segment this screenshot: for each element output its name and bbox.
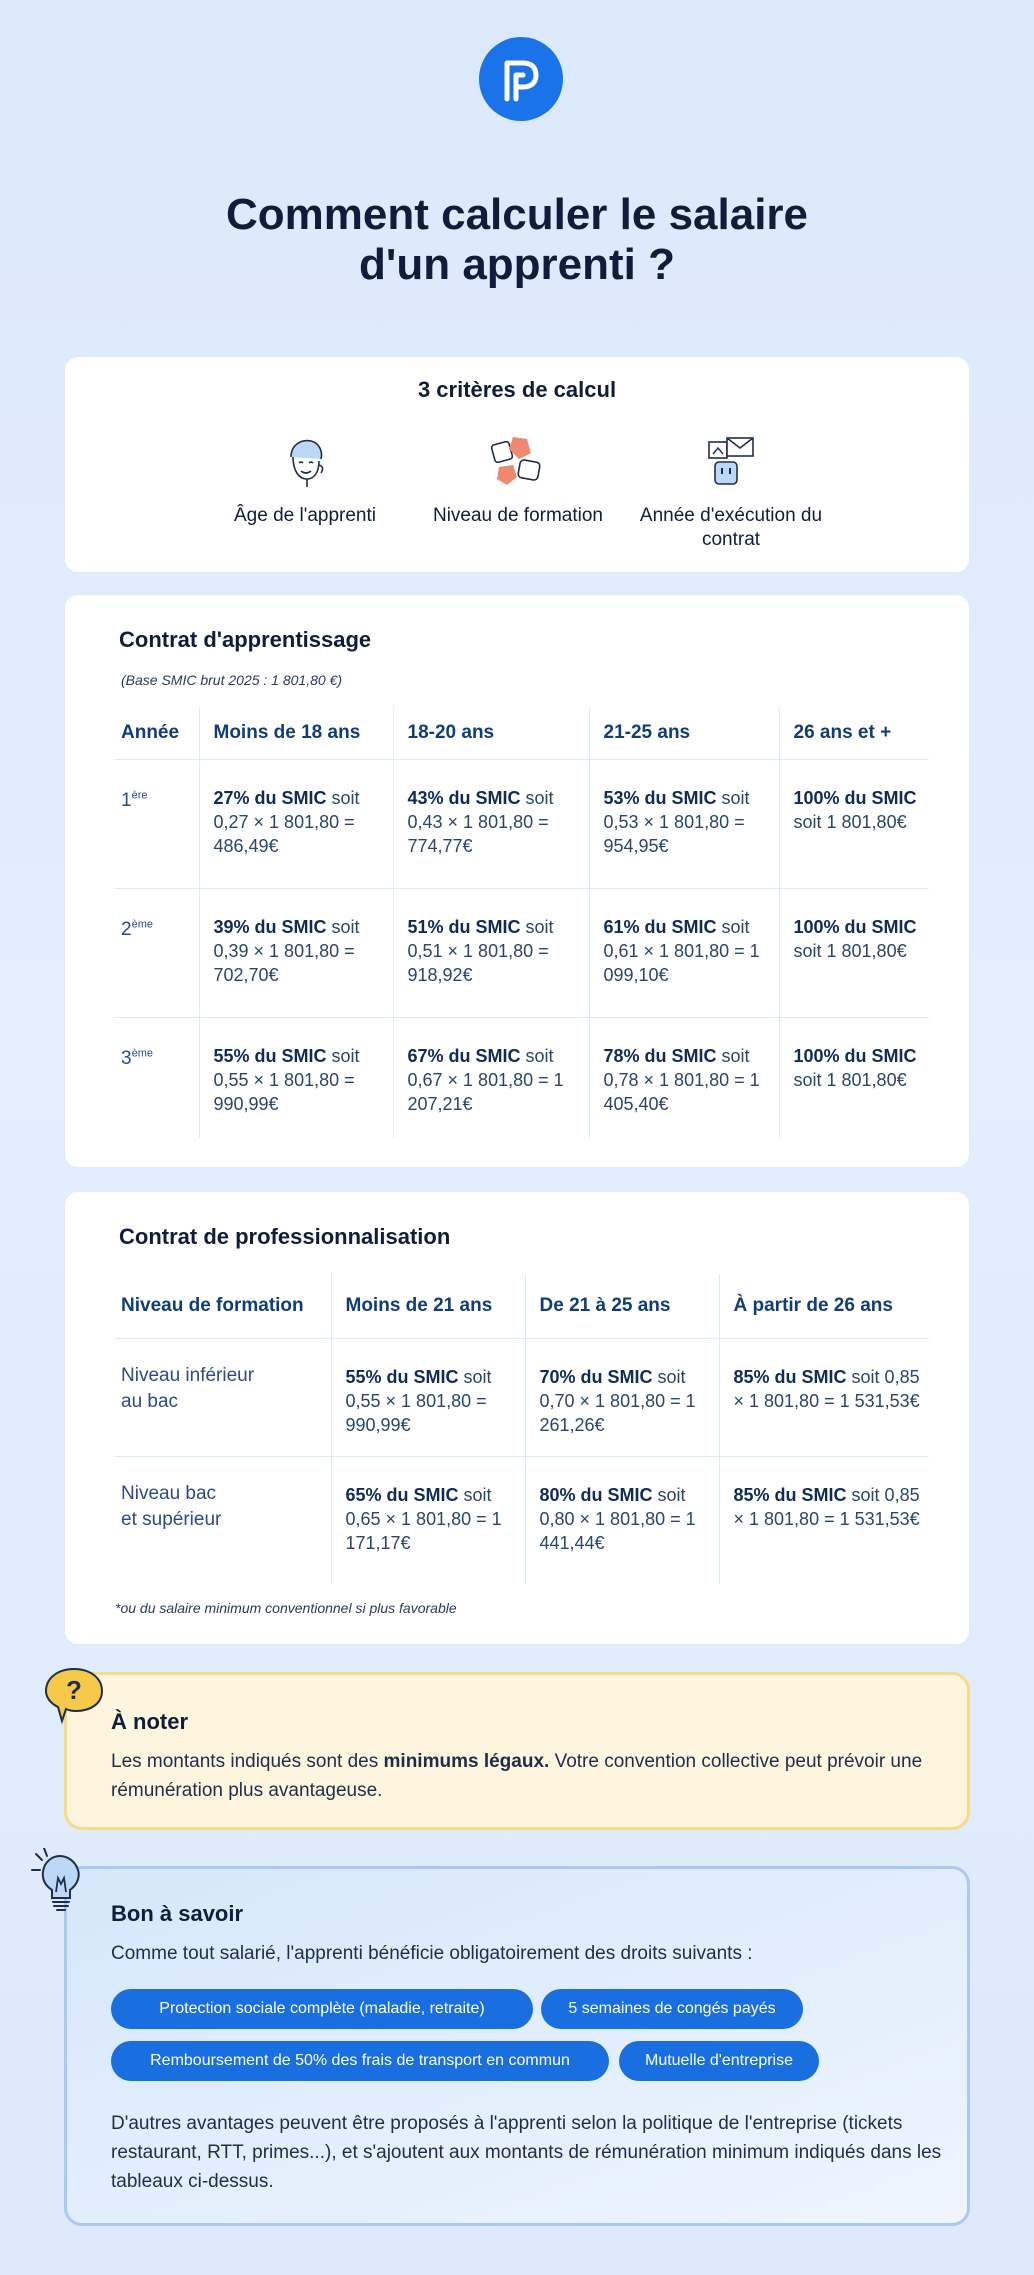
column-header: 26 ans et +: [779, 707, 929, 759]
table-cell: 39% du SMIC soit 0,39 × 1 801,80 = 702,70€: [199, 888, 393, 1017]
table-row: [115, 1017, 929, 1138]
column-header: À partir de 26 ans: [719, 1274, 929, 1338]
lightbulb-icon: [30, 1848, 80, 1923]
logo: [479, 37, 563, 121]
table-cell: 55% du SMIC soit 0,55 × 1 801,80 = 990,99€: [199, 1017, 393, 1138]
table-cell: 65% du SMIC soit 0,65 × 1 801,80 = 1 171,17€: [331, 1456, 525, 1584]
table-cell: 78% du SMIC soit 0,78 × 1 801,80 = 1 405,40€: [589, 1017, 779, 1138]
right-pill: Mutuelle d'entreprise: [619, 2041, 819, 2081]
know-title: Bon à savoir: [111, 1901, 244, 1926]
column-header: Moins de 21 ans: [331, 1274, 525, 1338]
column-header: De 21 à 25 ans: [525, 1274, 719, 1338]
table-cell: 85% du SMIC soit 0,85 × 1 801,80 = 1 531,53€: [719, 1338, 929, 1456]
table-cell: 100% du SMIC soit 1 801,80€: [779, 1017, 929, 1138]
criteria-label: Âge de l'apprenti: [233, 505, 376, 526]
puzzle-icon: [489, 433, 547, 491]
table-cell: 43% du SMIC soit 0,43 × 1 801,80 = 774,77€: [393, 759, 589, 888]
column-header: Moins de 18 ans: [199, 707, 393, 759]
table-row: [115, 1456, 929, 1584]
year-cell: 3ème: [121, 1047, 153, 1069]
criteria-age: [185, 432, 425, 528]
column-header: 18-20 ans: [393, 707, 589, 759]
table-row: [115, 888, 929, 1017]
column-header: Année: [115, 707, 199, 759]
table-row: [115, 759, 929, 888]
table-row: [115, 1338, 929, 1456]
table-cell: 100% du SMIC soit 1 801,80€: [779, 888, 929, 1017]
table-cell: 61% du SMIC soit 0,61 × 1 801,80 = 1 099,10€: [589, 888, 779, 1017]
column-header: 21-25 ans: [589, 707, 779, 759]
note-text: Les montants indiqués sont des minimums légaux. Votre convention collective peut prévoir une rémunération plus avantageuse.: [111, 1751, 923, 1801]
column-header: Niveau de formation: [115, 1274, 331, 1338]
title-line-1: Comment calculer le salaire: [225, 190, 809, 239]
criteria-label: Niveau de formation: [432, 505, 604, 526]
apprentissage-table: [115, 707, 929, 1138]
footnote: *ou du salaire minimum conventionnel si plus favorable: [115, 1600, 457, 1616]
table-cell: 70% du SMIC soit 0,70 × 1 801,80 = 1 261,26€: [525, 1338, 719, 1456]
criteria-card: [64, 356, 970, 573]
page-title: [0, 190, 1034, 290]
criteria-title: 3 critères de calcul: [417, 377, 617, 402]
year-cell: 1ère: [115, 759, 199, 888]
base-note: (Base SMIC brut 2025 : 1 801,80 €): [121, 672, 343, 688]
right-pill: 5 semaines de congés payés: [541, 1989, 803, 2029]
table-cell: 85% du SMIC soit 0,85 × 1 801,80 = 1 531,53€: [719, 1456, 929, 1584]
year-cell: 2ème: [115, 888, 199, 1017]
title-line-2: d'un apprenti ?: [359, 240, 675, 289]
know-intro: Comme tout salarié, l'apprenti bénéficie obligatoirement des droits suivants :: [111, 1943, 753, 1964]
level-cell: Niveau inférieur au bac: [115, 1338, 331, 1456]
apprentissage-card: [64, 594, 970, 1168]
face-icon: [281, 435, 329, 489]
criteria-label: Année d'exécution du contrat: [639, 505, 823, 550]
table-header-row: [115, 1274, 929, 1338]
table-cell: 53% du SMIC soit 0,53 × 1 801,80 = 954,95€: [589, 759, 779, 888]
p-logo-icon: [499, 55, 543, 103]
question-bubble-icon: [42, 1665, 106, 1730]
professionnalisation-card: [64, 1191, 970, 1645]
professionnalisation-table: [115, 1274, 929, 1584]
table-cell: 100% du SMIC soit 1 801,80€: [779, 759, 929, 888]
svg-text:?: ?: [66, 1675, 82, 1705]
table-cell: 67% du SMIC soit 0,67 × 1 801,80 = 1 207,21€: [393, 1017, 589, 1138]
right-pill: Remboursement de 50% des frais de transport en commun: [111, 2041, 609, 2081]
section-title: Contrat de professionnalisation: [119, 1224, 451, 1249]
table-cell: 80% du SMIC soit 0,80 × 1 801,80 = 1 441,44€: [525, 1456, 719, 1584]
section-title: Contrat d'apprentissage: [119, 627, 372, 652]
calendar-envelope-icon: [703, 434, 759, 490]
criteria-formation: [398, 432, 638, 528]
know-text: D'autres avantages peuvent être proposés à l'apprenti selon la politique de l'entreprise (tickets restaurant, RTT, primes...), et s'ajoutent aux montants de rémunération minimum indiqués dans les tableaux ci-dessus.: [111, 2113, 942, 2192]
criteria-annee: [611, 432, 851, 552]
table-cell: 27% du SMIC soit 0,27 × 1 801,80 = 486,49€: [199, 759, 393, 888]
level-cell: Niveau bac et supérieur: [121, 1482, 222, 1530]
note-title: À noter: [111, 1709, 188, 1734]
table-header-row: [115, 707, 929, 759]
right-pill: Protection sociale complète (maladie, retraite): [111, 1989, 533, 2029]
table-cell: 55% du SMIC soit 0,55 × 1 801,80 = 990,99€: [331, 1338, 525, 1456]
note-box: [64, 1672, 970, 1830]
know-box: [64, 1866, 970, 2226]
table-cell: 51% du SMIC soit 0,51 × 1 801,80 = 918,92€: [393, 888, 589, 1017]
